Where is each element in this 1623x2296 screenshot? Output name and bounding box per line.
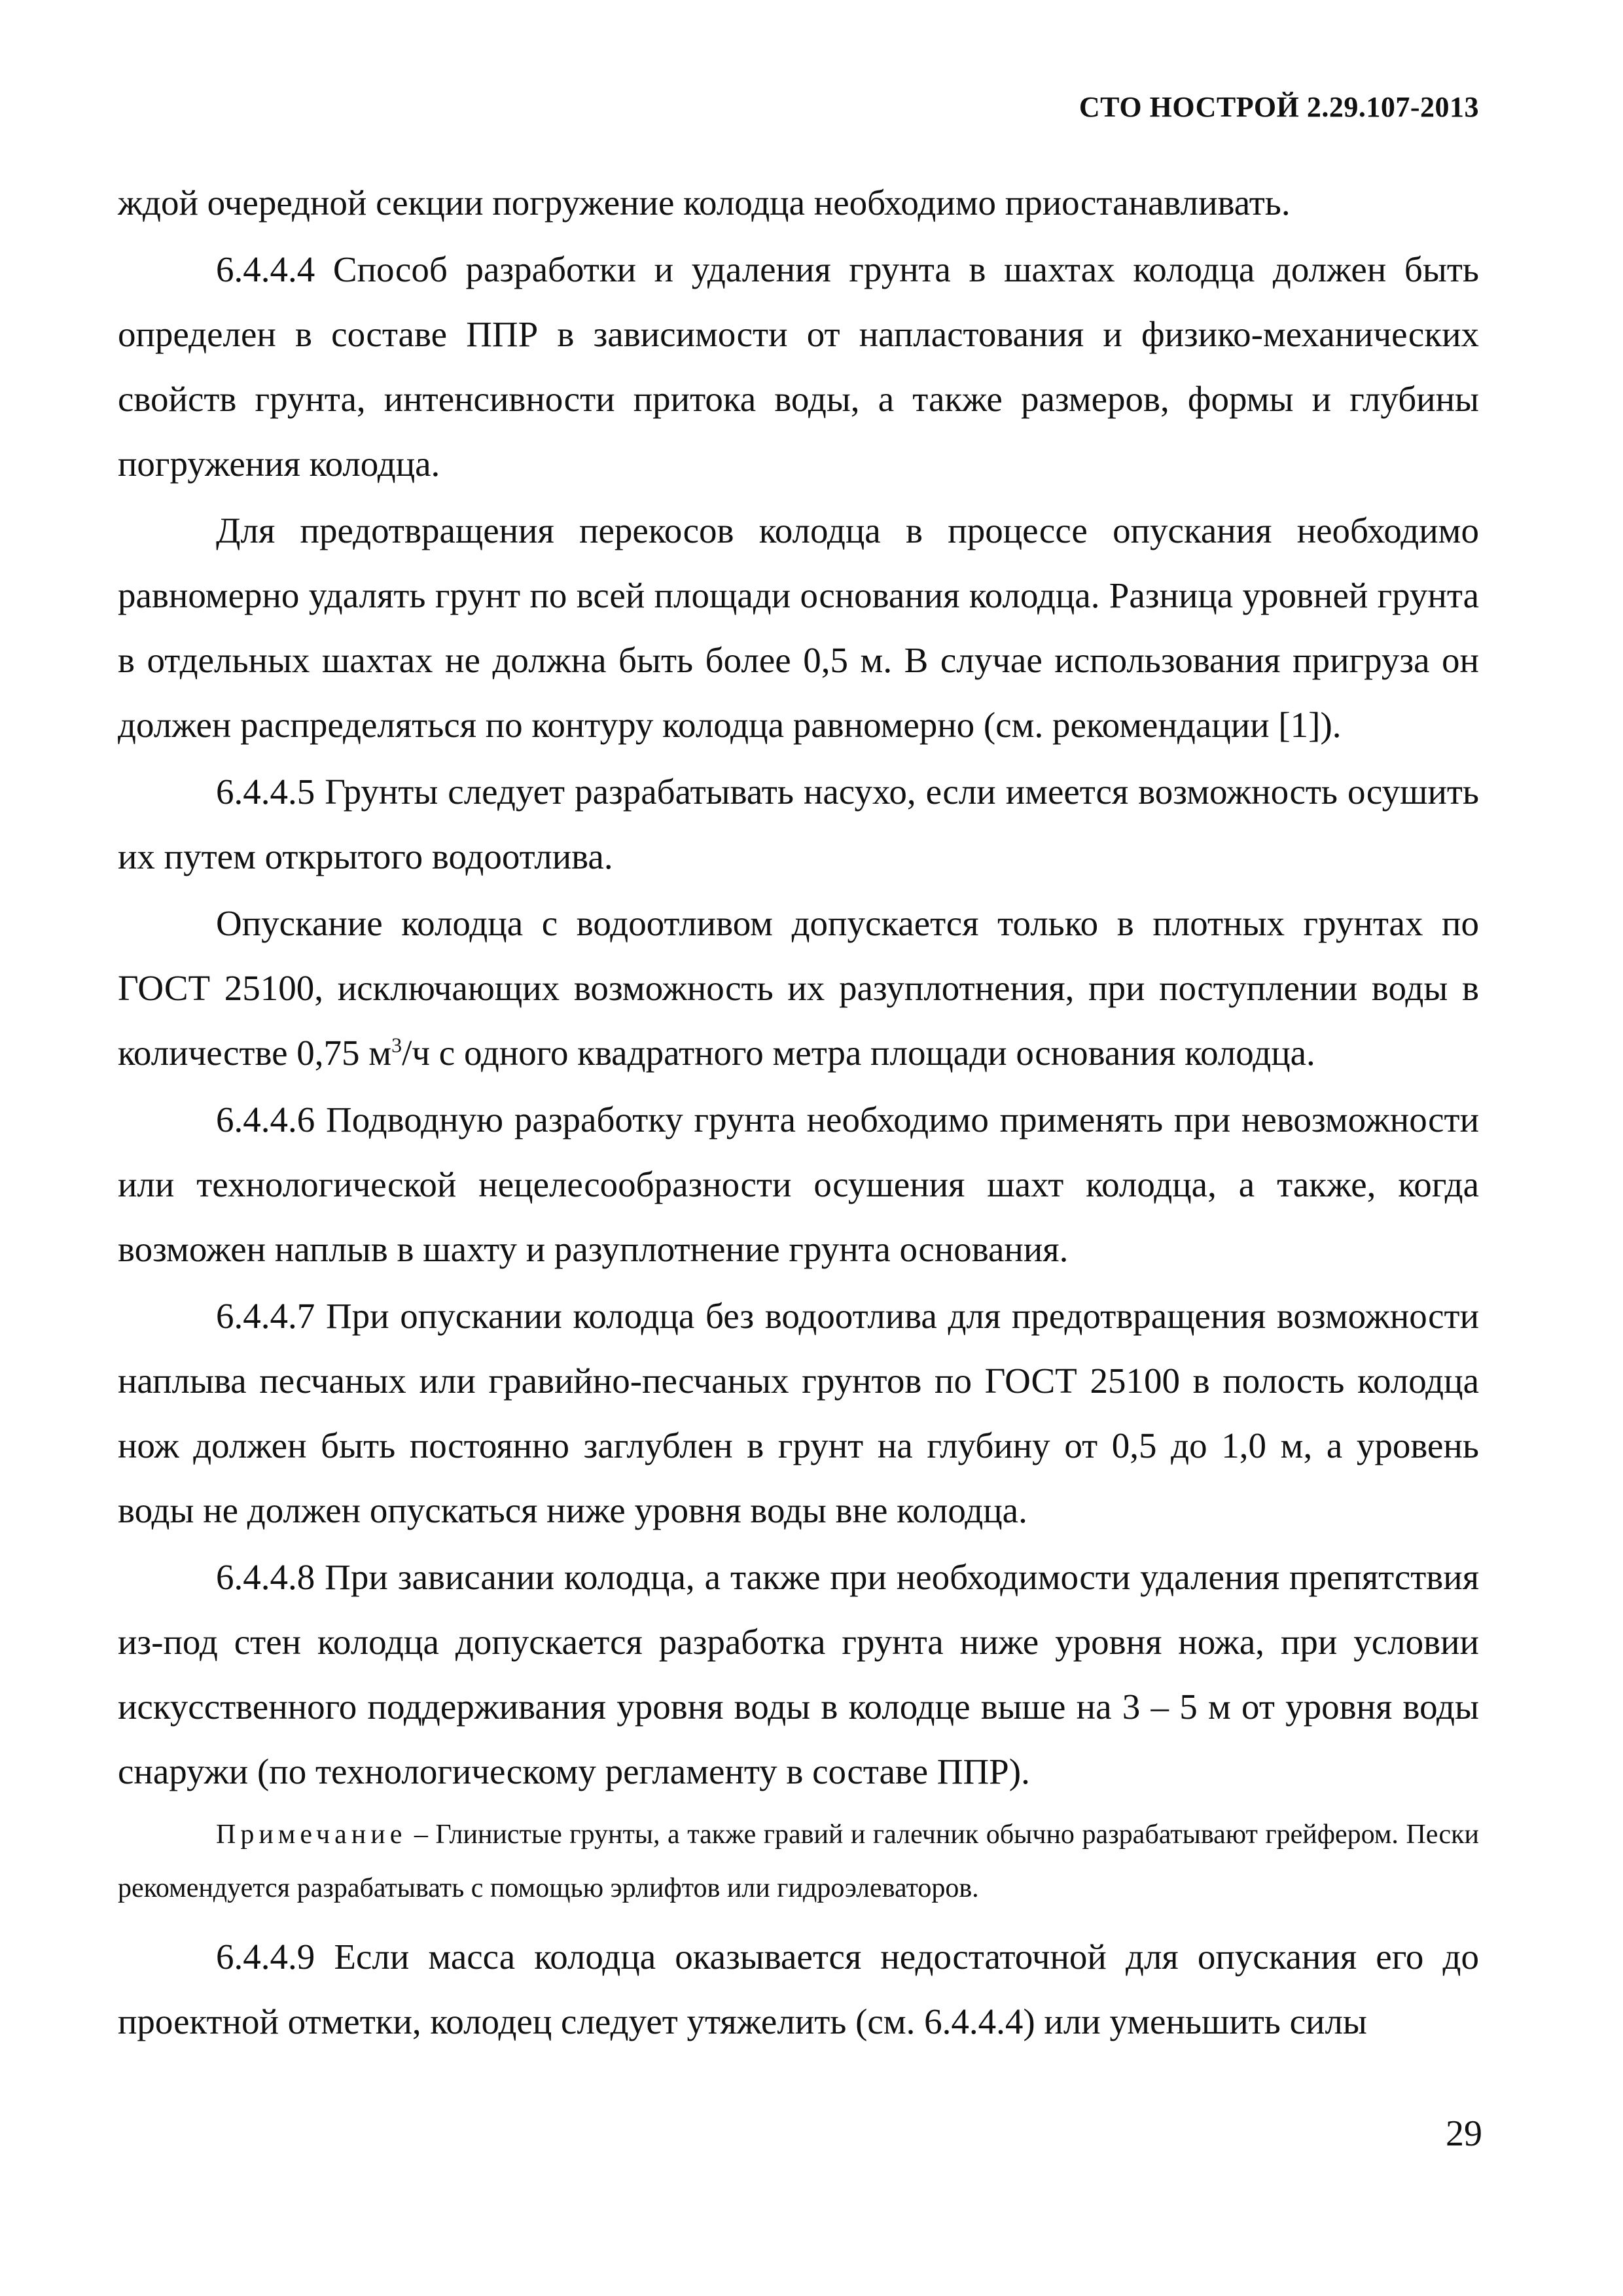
paragraph-6-4-4-4: 6.4.4.4 Способ разработки и удаления грунта в шахтах колодца должен быть определен в составе ППР в зависимости от напластования и физико-механических свойств грунта, интенсивности притока воды, а также размеров, формы и глубины погружения колодца. — [118, 249, 1479, 484]
paragraph-skew-prevention: Для предотвращения перекосов колодца в процессе опускания необходимо равномерно удалять грунт по всей площади основания колодца. Разница уровней грунта в отдельных шахтах не должна быть более 0,5 м. В случае использования пригруза он должен распределяться по контуру колодца равномерно (см. рекомендации [1]). — [118, 511, 1479, 745]
note — [118, 1808, 1479, 1915]
note-text: – Глинистые грунты, а также гравий и галечник обычно разрабатывают грейфером. Пески рекомендуется разрабатывать с помощью эрлифтов или гидроэлеваторов. — [118, 1820, 1479, 1903]
paragraph-dewatering — [118, 891, 1479, 1085]
paragraph-6-4-4-7: 6.4.4.7 При опускании колодца без водоотлива для предотвращения возможности наплыва песчаных или гравийно-песчаных грунтов по ГОСТ 25100 в полость колодца нож должен быть постоянно заглублен в грунт на глубину от 0,5 до 1,0 м, а уровень воды не должен опускаться ниже уровня воды вне колодца. — [118, 1296, 1479, 1530]
note-label: Примечание — [216, 1820, 407, 1850]
paragraph-dewatering-text: Опускание колодца с водоотливом допускается только в плотных грунтах по ГОСТ 25100, исключающих возможность их разуплотнения, при поступлении воды в количестве 0,75 м — [118, 903, 1479, 1073]
cubic-superscript: 3 — [391, 1033, 402, 1057]
paragraph-dewatering-tail: /ч с одного квадратного метра площади основания колодца. — [402, 1033, 1315, 1073]
body-text — [118, 170, 1479, 2054]
running-header: СТО НОСТРОЙ 2.29.107-2013 — [1079, 91, 1479, 123]
page-number: 29 — [1446, 2113, 1482, 2154]
paragraph-6-4-4-9: 6.4.4.9 Если масса колодца оказывается недостаточной для опускания его до проектной отметки, колодец следует утяжелить (см. 6.4.4.4) или уменьшить силы — [118, 1937, 1479, 2041]
paragraph-continuation: ждой очередной секции погружение колодца необходимо приостанавливать. — [118, 183, 1291, 223]
paragraph-6-4-4-8: 6.4.4.8 При зависании колодца, а также при необходимости удаления препятствия из-под стен колодца допускается разработка грунта ниже уровня ножа, при условии искусственного поддерживания уровня воды в колодце выше на 3 – 5 м от уровня воды снаружи (по технологическому регламенту в составе ППР). — [118, 1557, 1479, 1791]
paragraph-6-4-4-5: 6.4.4.5 Грунты следует разрабатывать насухо, если имеется возможность осушить их путем открытого водоотлива. — [118, 772, 1479, 876]
paragraph-6-4-4-6: 6.4.4.6 Подводную разработку грунта необходимо применять при невозможности или технологической нецелесообразности осушения шахт колодца, а также, когда возможен наплыв в шахту и разуплотнение грунта основания. — [118, 1100, 1479, 1269]
